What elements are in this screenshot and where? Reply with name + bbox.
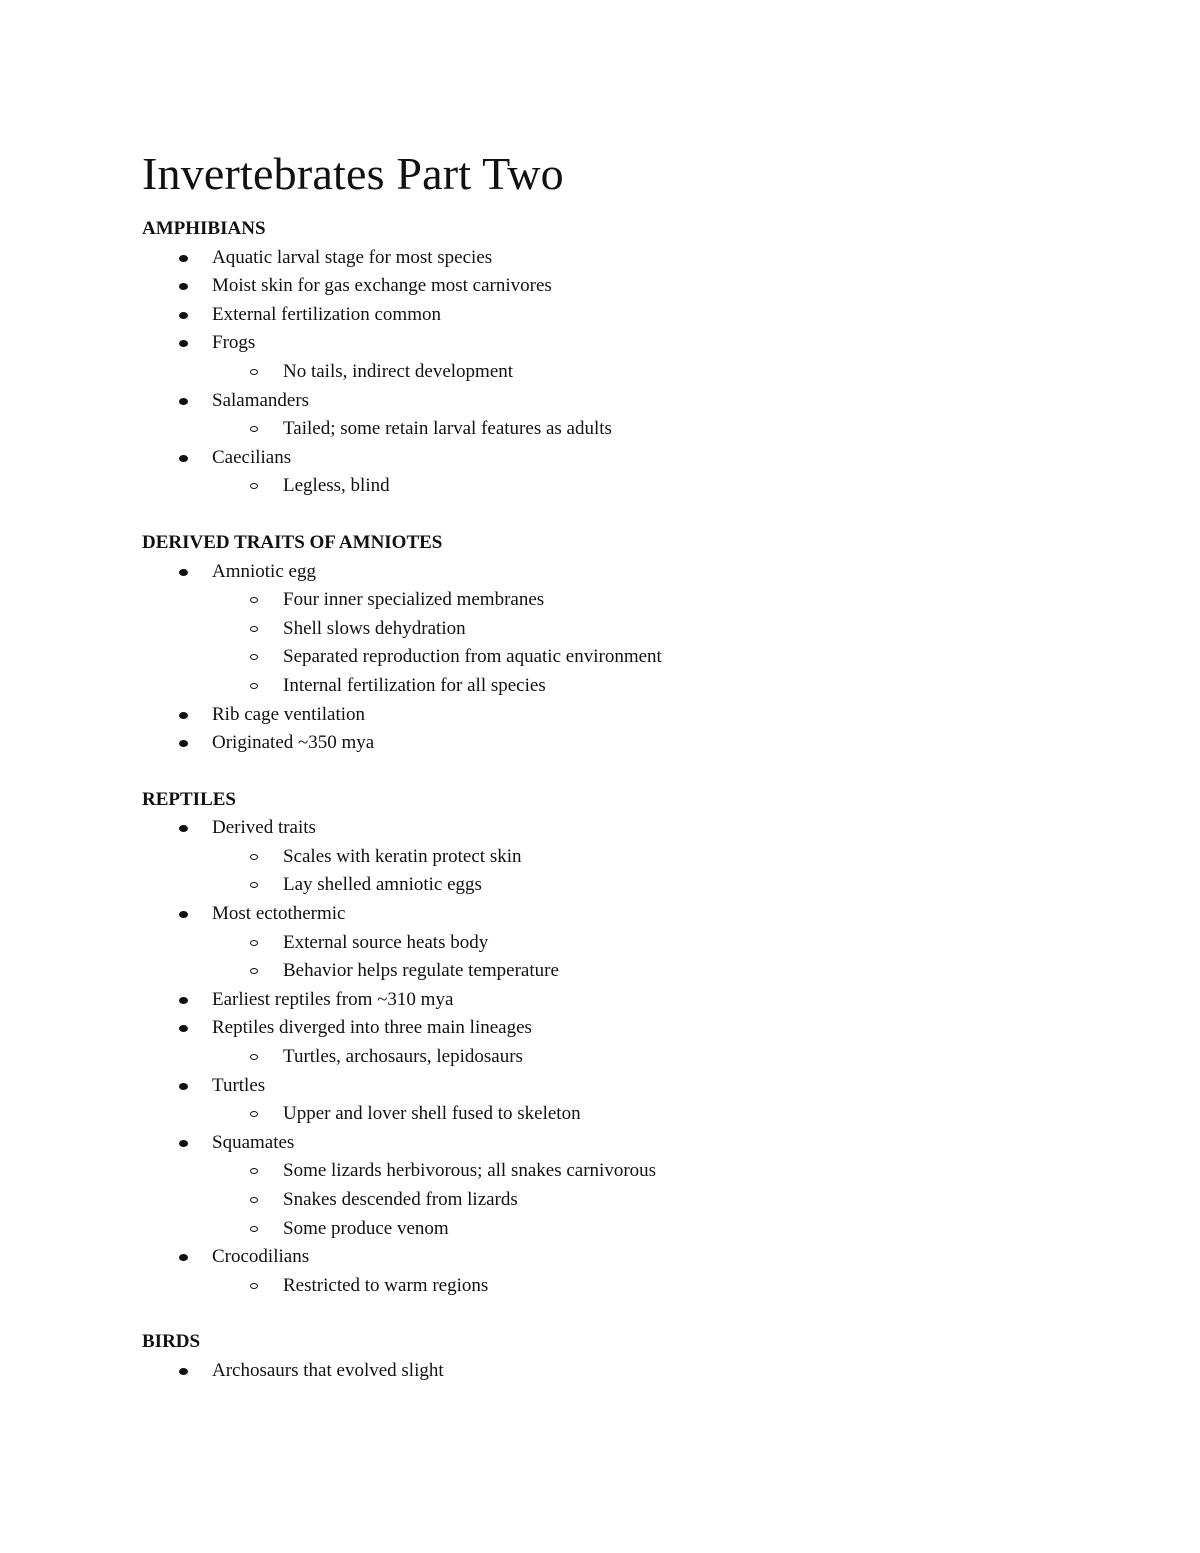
- sub-bullet-list: [142, 1100, 1102, 1129]
- bullet-list: [142, 244, 1102, 501]
- list-item: [142, 1243, 1102, 1300]
- hollow-bullet-icon: [250, 882, 258, 888]
- section-amphibians: [142, 215, 1102, 501]
- hollow-bullet-icon: [250, 369, 258, 375]
- sub-bullet-list: [142, 358, 1102, 387]
- filled-bullet-icon: [179, 283, 188, 290]
- sub-list-item: [142, 957, 1102, 986]
- hollow-bullet-icon: [250, 968, 258, 974]
- list-item: [142, 701, 1102, 730]
- section-heading: BIRDS: [142, 1331, 201, 1353]
- sub-list-item: [142, 672, 1102, 701]
- section-birds: [142, 1328, 1102, 1385]
- sub-bullet-list: [142, 415, 1102, 444]
- sub-bullet-list: [142, 1157, 1102, 1243]
- section-derived-traits-of-amniotes: [142, 529, 1102, 758]
- section-heading: REPTILES: [142, 788, 236, 810]
- sub-list-item: [142, 643, 1102, 672]
- filled-bullet-icon: [179, 712, 188, 719]
- filled-bullet-icon: [179, 1140, 188, 1147]
- sub-bullet-list: [142, 843, 1102, 900]
- list-item-text: Aquatic larval stage for most species: [212, 246, 493, 268]
- sub-list-item: [142, 1215, 1102, 1244]
- list-item: [142, 244, 1102, 273]
- sub-bullet-list: [142, 472, 1102, 501]
- sub-list-item-text: Behavior helps regulate temperature: [283, 960, 559, 982]
- filled-bullet-icon: [179, 340, 188, 347]
- filled-bullet-icon: [179, 825, 188, 832]
- sub-list-item-text: Restricted to warm regions: [283, 1274, 489, 1296]
- sub-list-item: [142, 1272, 1102, 1301]
- document-body: [142, 215, 1102, 1386]
- bullet-list: [142, 814, 1102, 1300]
- list-item: [142, 900, 1102, 986]
- sub-list-item-text: External source heats body: [283, 931, 489, 953]
- sub-list-item-text: Some produce venom: [283, 1217, 449, 1239]
- sub-list-item: [142, 1186, 1102, 1215]
- hollow-bullet-icon: [250, 1226, 258, 1232]
- list-item: [142, 558, 1102, 701]
- hollow-bullet-icon: [250, 597, 258, 603]
- sub-bullet-list: [142, 1272, 1102, 1301]
- list-item-text: Frogs: [212, 332, 256, 354]
- sub-list-item-text: Separated reproduction from aquatic environment: [283, 646, 662, 668]
- list-item-text: Moist skin for gas exchange most carnivores: [212, 275, 552, 297]
- list-item: [142, 814, 1102, 900]
- sub-bullet-list: [142, 1043, 1102, 1072]
- list-item: [142, 1014, 1102, 1071]
- filled-bullet-icon: [179, 1368, 188, 1375]
- hollow-bullet-icon: [250, 1283, 258, 1289]
- section-reptiles: [142, 786, 1102, 1301]
- list-item: [142, 272, 1102, 301]
- hollow-bullet-icon: [250, 1197, 258, 1203]
- hollow-bullet-icon: [250, 940, 258, 946]
- hollow-bullet-icon: [250, 426, 258, 432]
- list-item-text: Earliest reptiles from ~310 mya: [212, 988, 454, 1010]
- filled-bullet-icon: [179, 312, 188, 319]
- list-item: [142, 329, 1102, 386]
- sub-list-item-text: Upper and lover shell fused to skeleton: [283, 1103, 581, 1125]
- sub-list-item-text: Some lizards herbivorous; all snakes carnivorous: [283, 1160, 657, 1182]
- list-item: [142, 1357, 1102, 1386]
- bullet-list: [142, 558, 1102, 758]
- list-item-text: Derived traits: [212, 817, 316, 839]
- sub-list-item-text: Shell slows dehydration: [283, 617, 466, 639]
- sub-list-item-text: Lay shelled amniotic eggs: [283, 874, 482, 896]
- sub-list-item: [142, 843, 1102, 872]
- list-item-text: Originated ~350 mya: [212, 732, 375, 754]
- bullet-list: [142, 1357, 1102, 1386]
- hollow-bullet-icon: [250, 1054, 258, 1060]
- sub-list-item: [142, 929, 1102, 958]
- list-item-text: Rib cage ventilation: [212, 703, 366, 725]
- hollow-bullet-icon: [250, 683, 258, 689]
- sub-list-item: [142, 1100, 1102, 1129]
- sub-bullet-list: [142, 586, 1102, 700]
- filled-bullet-icon: [179, 1254, 188, 1261]
- sub-list-item: [142, 871, 1102, 900]
- filled-bullet-icon: [179, 455, 188, 462]
- sub-list-item-text: Tailed; some retain larval features as adults: [283, 418, 612, 440]
- hollow-bullet-icon: [250, 854, 258, 860]
- list-item-text: Amniotic egg: [212, 560, 316, 582]
- list-item-text: Most ectothermic: [212, 903, 346, 925]
- list-item: [142, 986, 1102, 1015]
- sub-list-item-text: Four inner specialized membranes: [283, 589, 545, 611]
- list-item-text: Crocodilians: [212, 1246, 310, 1268]
- list-item: [142, 729, 1102, 758]
- filled-bullet-icon: [179, 255, 188, 262]
- list-item-text: Squamates: [212, 1131, 295, 1153]
- sub-list-item: [142, 472, 1102, 501]
- sub-list-item: [142, 415, 1102, 444]
- list-item: [142, 1072, 1102, 1129]
- document-title: Invertebrates Part Two: [142, 148, 564, 199]
- sub-list-item-text: Legless, blind: [283, 475, 390, 497]
- hollow-bullet-icon: [250, 626, 258, 632]
- filled-bullet-icon: [179, 997, 188, 1004]
- list-item-text: Salamanders: [212, 389, 310, 411]
- sub-list-item-text: No tails, indirect development: [283, 360, 514, 382]
- sub-list-item: [142, 1043, 1102, 1072]
- list-item-text: Reptiles diverged into three main lineages: [212, 1017, 532, 1039]
- section-heading: AMPHIBIANS: [142, 218, 266, 239]
- list-item-text: Turtles: [212, 1074, 266, 1096]
- sub-list-item: [142, 586, 1102, 615]
- list-item: [142, 1129, 1102, 1243]
- hollow-bullet-icon: [250, 483, 258, 489]
- filled-bullet-icon: [179, 740, 188, 747]
- list-item: [142, 444, 1102, 501]
- filled-bullet-icon: [179, 911, 188, 918]
- hollow-bullet-icon: [250, 1111, 258, 1117]
- sub-list-item-text: Snakes descended from lizards: [283, 1189, 518, 1210]
- sub-list-item-text: Scales with keratin protect skin: [283, 845, 522, 867]
- list-item: [142, 301, 1102, 330]
- sub-list-item-text: Turtles, archosaurs, lepidosaurs: [283, 1046, 523, 1068]
- list-item: [142, 387, 1102, 444]
- sub-list-item: [142, 615, 1102, 644]
- sub-list-item: [142, 1157, 1102, 1186]
- document-page: [142, 142, 1102, 1386]
- filled-bullet-icon: [179, 569, 188, 576]
- list-item-text: Archosaurs that evolved slight: [212, 1359, 444, 1381]
- filled-bullet-icon: [179, 1025, 188, 1032]
- sub-bullet-list: [142, 929, 1102, 986]
- list-item-text: Caecilians: [212, 446, 292, 468]
- sub-list-item-text: Internal fertilization for all species: [283, 674, 546, 696]
- filled-bullet-icon: [179, 398, 188, 405]
- sub-list-item: [142, 358, 1102, 387]
- list-item-text: External fertilization common: [212, 303, 441, 325]
- filled-bullet-icon: [179, 1083, 188, 1090]
- hollow-bullet-icon: [250, 654, 258, 660]
- section-heading: DERIVED TRAITS OF AMNIOTES: [142, 531, 443, 553]
- hollow-bullet-icon: [250, 1168, 258, 1174]
